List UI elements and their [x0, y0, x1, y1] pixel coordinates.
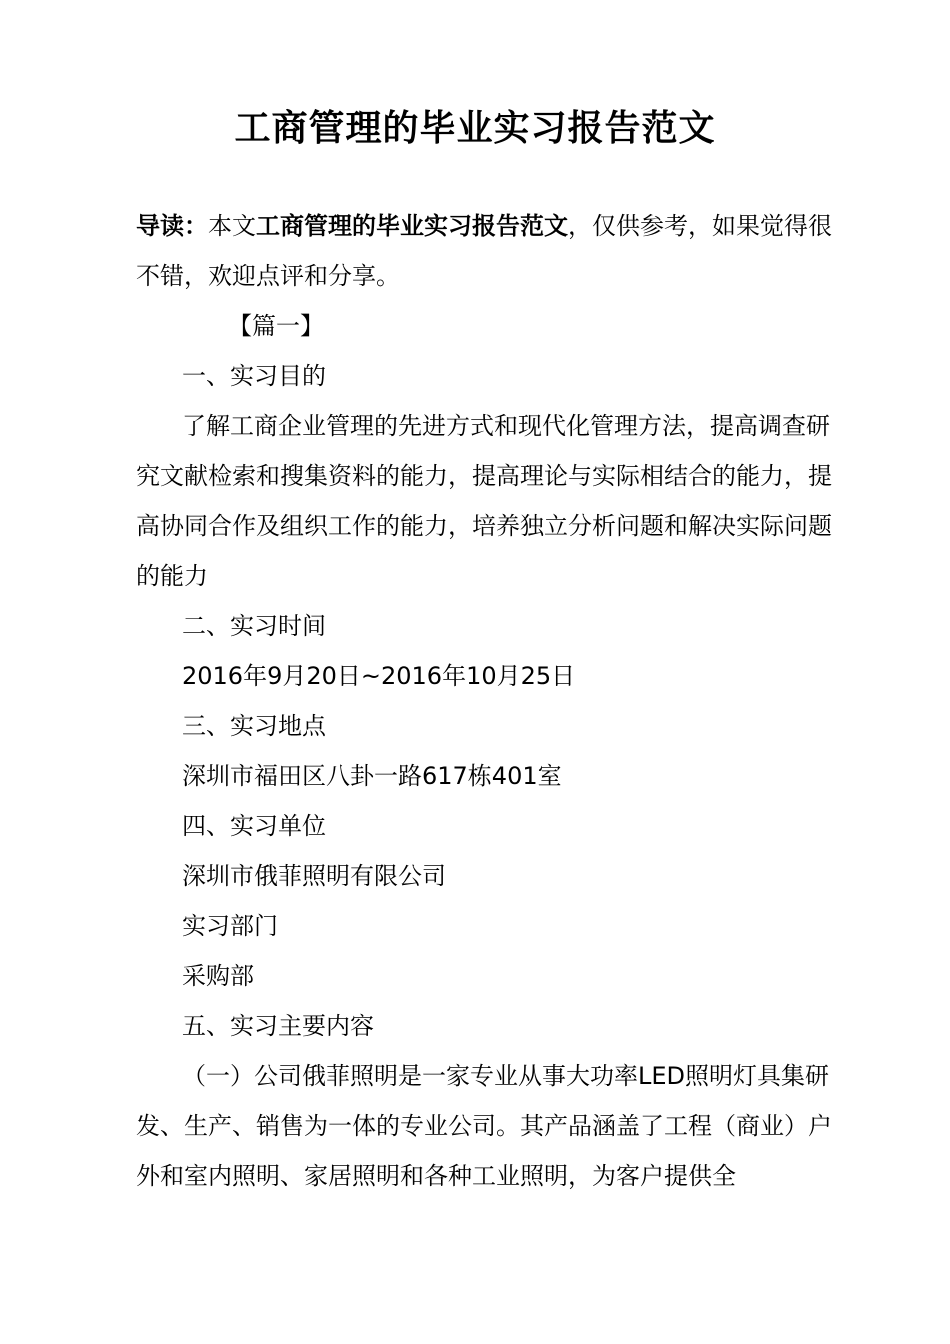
- heading-content: 五、实习主要内容: [182, 1012, 374, 1040]
- document-body: [136, 201, 836, 1201]
- heading-purpose: 一、实习目的: [182, 362, 326, 390]
- intro-paragraph: [136, 201, 836, 301]
- paragraph-purpose: 了解工商企业管理的先进方式和现代化管理方法，提高调查研究文献检索和搜集资料的能力，提高理论与实际相结合的能力，提高协同合作及组织工作的能力，培养独立分析问题和解决实际问题的能力: [136, 412, 832, 590]
- paragraph-unit: 深圳市俄菲照明有限公司: [182, 862, 446, 890]
- paragraph-time: 2016年9月20日~2016年10月25日: [182, 662, 576, 690]
- paragraph-department: 采购部: [182, 962, 254, 990]
- heading-unit: 四、实习单位: [182, 812, 326, 840]
- intro-bold-title: 工商管理的毕业实习报告范文: [256, 212, 568, 240]
- document-title: 工商管理的毕业实习报告范文: [234, 108, 716, 149]
- paragraph-content: （一）公司俄菲照明是一家专业从事大功率LED照明灯具集研发、生产、销售为一体的专业公司。其产品涵盖了工程（商业）户外和室内照明、家居照明和各种工业照明，为客户提供全: [136, 1062, 832, 1190]
- heading-time: 二、实习时间: [182, 612, 326, 640]
- intro-label: 导读：: [136, 212, 208, 240]
- intro-suffix: ，仅供参考，如果觉得很不错，欢迎点评和分享。: [136, 212, 832, 290]
- heading-department: 实习部门: [182, 912, 278, 940]
- paragraph-location: 深圳市福田区八卦一路617栋401室: [182, 762, 562, 790]
- intro-prefix: 本文: [208, 212, 256, 240]
- heading-location: 三、实习地点: [182, 712, 326, 740]
- section-marker: 【篇一】: [228, 312, 324, 340]
